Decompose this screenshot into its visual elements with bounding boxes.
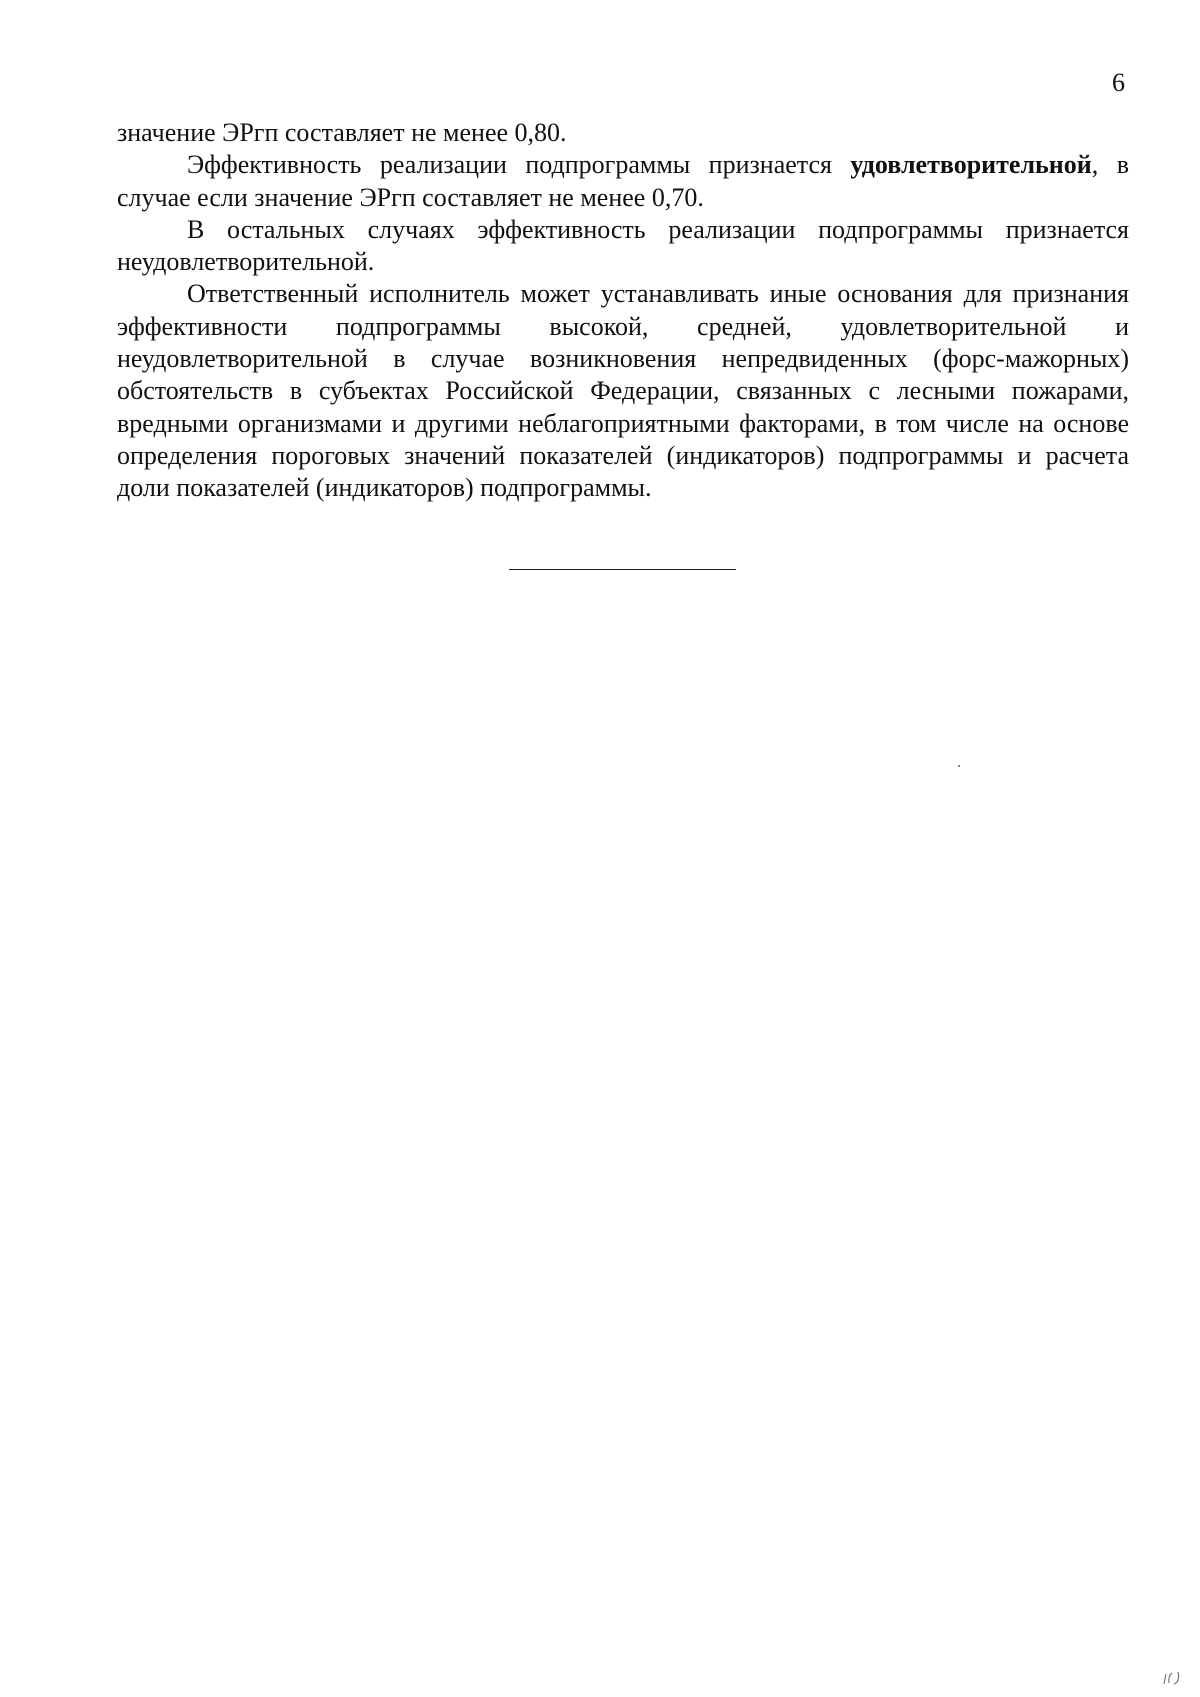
paragraph-satisfactory-bold-term: удовлетворительной [850, 150, 1092, 180]
end-divider-line [509, 569, 736, 570]
page-number: 6 [1112, 68, 1125, 97]
scan-corner-mark-icon [1160, 1668, 1186, 1688]
paragraph-continuation: значение ЭРгп составляет не менее 0,80. [117, 118, 567, 147]
paragraph-satisfactory [117, 149, 1129, 214]
paragraph-responsible-executor: Ответственный исполнитель может устанавливать иные основания для признания эффективности подпрограммы высокой, средней, удовлетворительной и неудовлетворительной в случае возникновения непредвиденных (форс-мажорных) обстоятельств в субъектах Российской Федерации, связанных с лесными пожарами, вредными организмами и другими неблагоприятными факторами, в том числе на основе определения пороговых значений показателей (индикаторов) подпрограммы и расчета доли показателей (индикаторов) подпрограммы. [117, 279, 1129, 503]
paragraph-satisfactory-lead: Эффективность реализации подпрограммы признается [187, 150, 851, 180]
scan-speck [958, 765, 960, 767]
document-body [117, 117, 1129, 505]
paragraph-unsatisfactory: В остальных случаях эффективность реализации подпрограммы признается неудовлетворительной. [117, 214, 1129, 277]
paragraph-satisfactory-tail: , в случае если значение ЭРгп составляет не менее 0,70. [117, 150, 1129, 212]
